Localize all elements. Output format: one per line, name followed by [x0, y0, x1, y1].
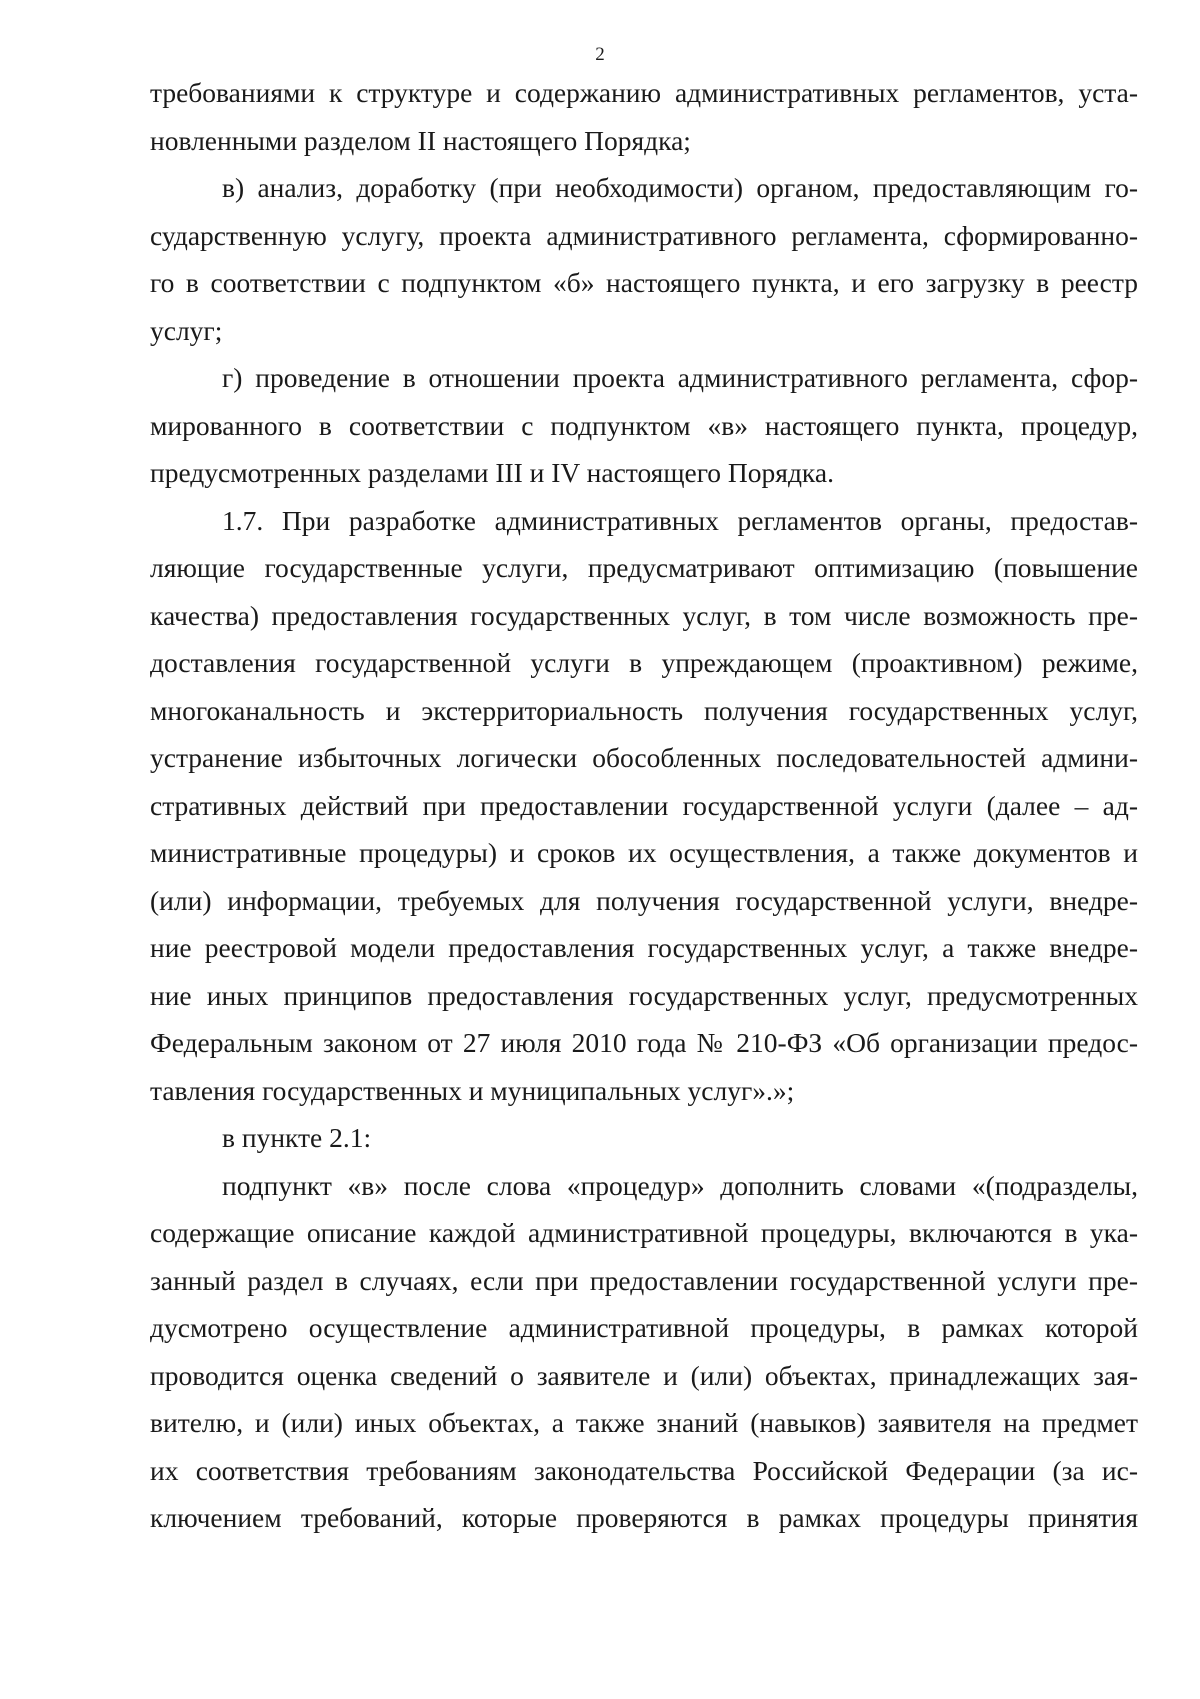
document-body [150, 69, 1138, 1542]
text-line: проводится оценка сведений о заявителе и (или) объектах, принадлежащих зая- [150, 1359, 1138, 1391]
text-line: занный раздел в случаях, если при предоставлении государственной услуги пре- [150, 1264, 1138, 1296]
text-line: стративных действий при предоставлении государственной услуги (далее – ад- [150, 789, 1138, 821]
text-line: ние реестровой модели предоставления государственных услуг, а также внедре- [150, 932, 1138, 963]
text-line: тавления государственных и муниципальных услуг».»; [150, 1074, 795, 1106]
paragraph-continuation [150, 69, 1138, 164]
text-line: многоканальность и экстерриториальность получения государственных услуг, [150, 694, 1138, 726]
text-line: ние иных принципов предоставления государственных услуг, предусмотренных [150, 979, 1138, 1011]
text-line: министративные процедуры) и сроков их осуществления, а также документов и [150, 837, 1138, 868]
text-line: вителю, и (или) иных объектах, а также знаний (навыков) заявителя на предмет [150, 1407, 1138, 1438]
text-line: ключением требований, которые проверяются в рамках процедуры принятия [150, 1502, 1138, 1533]
text-line: (или) информации, требуемых для получения государственной услуги, внедре- [150, 884, 1138, 916]
paragraph-item-g [150, 354, 1138, 497]
paragraph-item-v [150, 164, 1138, 354]
text-line: подпункт «в» после слова «процедур» дополнить словами «(подразделы, [222, 1169, 1138, 1201]
text-line: доставления государственной услуги в упреждающем (проактивном) режиме, [150, 647, 1138, 678]
text-line: новленными разделом II настоящего Порядка; [150, 124, 691, 156]
text-line: предусмотренных разделами III и IV настоящего Порядка. [150, 457, 834, 488]
text-line: ляющие государственные услуги, предусматривают оптимизацию (повышение [150, 552, 1138, 583]
text-line: их соответствия требованиям законодательства Российской Федерации (за ис- [150, 1454, 1138, 1486]
text-line: в пункте 2.1: [222, 1122, 372, 1153]
text-line: го в соответствии с подпунктом «б» настоящего пункта, и его загрузку в реестр [150, 267, 1138, 298]
paragraph-punkt-2-1 [150, 1114, 1138, 1162]
paragraph-1-7 [150, 497, 1138, 1115]
text-line: устранение избыточных логически обособленных последовательностей админи- [150, 742, 1138, 773]
text-line: содержащие описание каждой административной процедуры, включаются в ука- [150, 1217, 1138, 1248]
text-line: мированного в соответствии с подпунктом «в» настоящего пункта, процедур, [150, 409, 1138, 441]
text-line: требованиями к структуре и содержанию административных регламентов, уста- [150, 77, 1138, 108]
text-line: сударственную услугу, проекта административного регламента, сформированно- [150, 219, 1138, 251]
text-line: качества) предоставления государственных услуг, в том числе возможность пре- [150, 599, 1138, 631]
text-line: Федеральным законом от 27 июля 2010 года № 210-ФЗ «Об организации предос- [150, 1027, 1138, 1058]
paragraph-podpunkt-v [150, 1162, 1138, 1542]
page-number: 2 [595, 44, 605, 65]
text-line: в) анализ, доработку (при необходимости) органом, предоставляющим го- [222, 172, 1138, 203]
text-line: 1.7. При разработке административных регламентов органы, предостав- [222, 504, 1138, 536]
text-line: г) проведение в отношении проекта административного регламента, сфор- [222, 362, 1138, 393]
text-line: дусмотрено осуществление административной процедуры, в рамках которой [150, 1312, 1138, 1343]
text-line: услуг; [150, 314, 223, 346]
